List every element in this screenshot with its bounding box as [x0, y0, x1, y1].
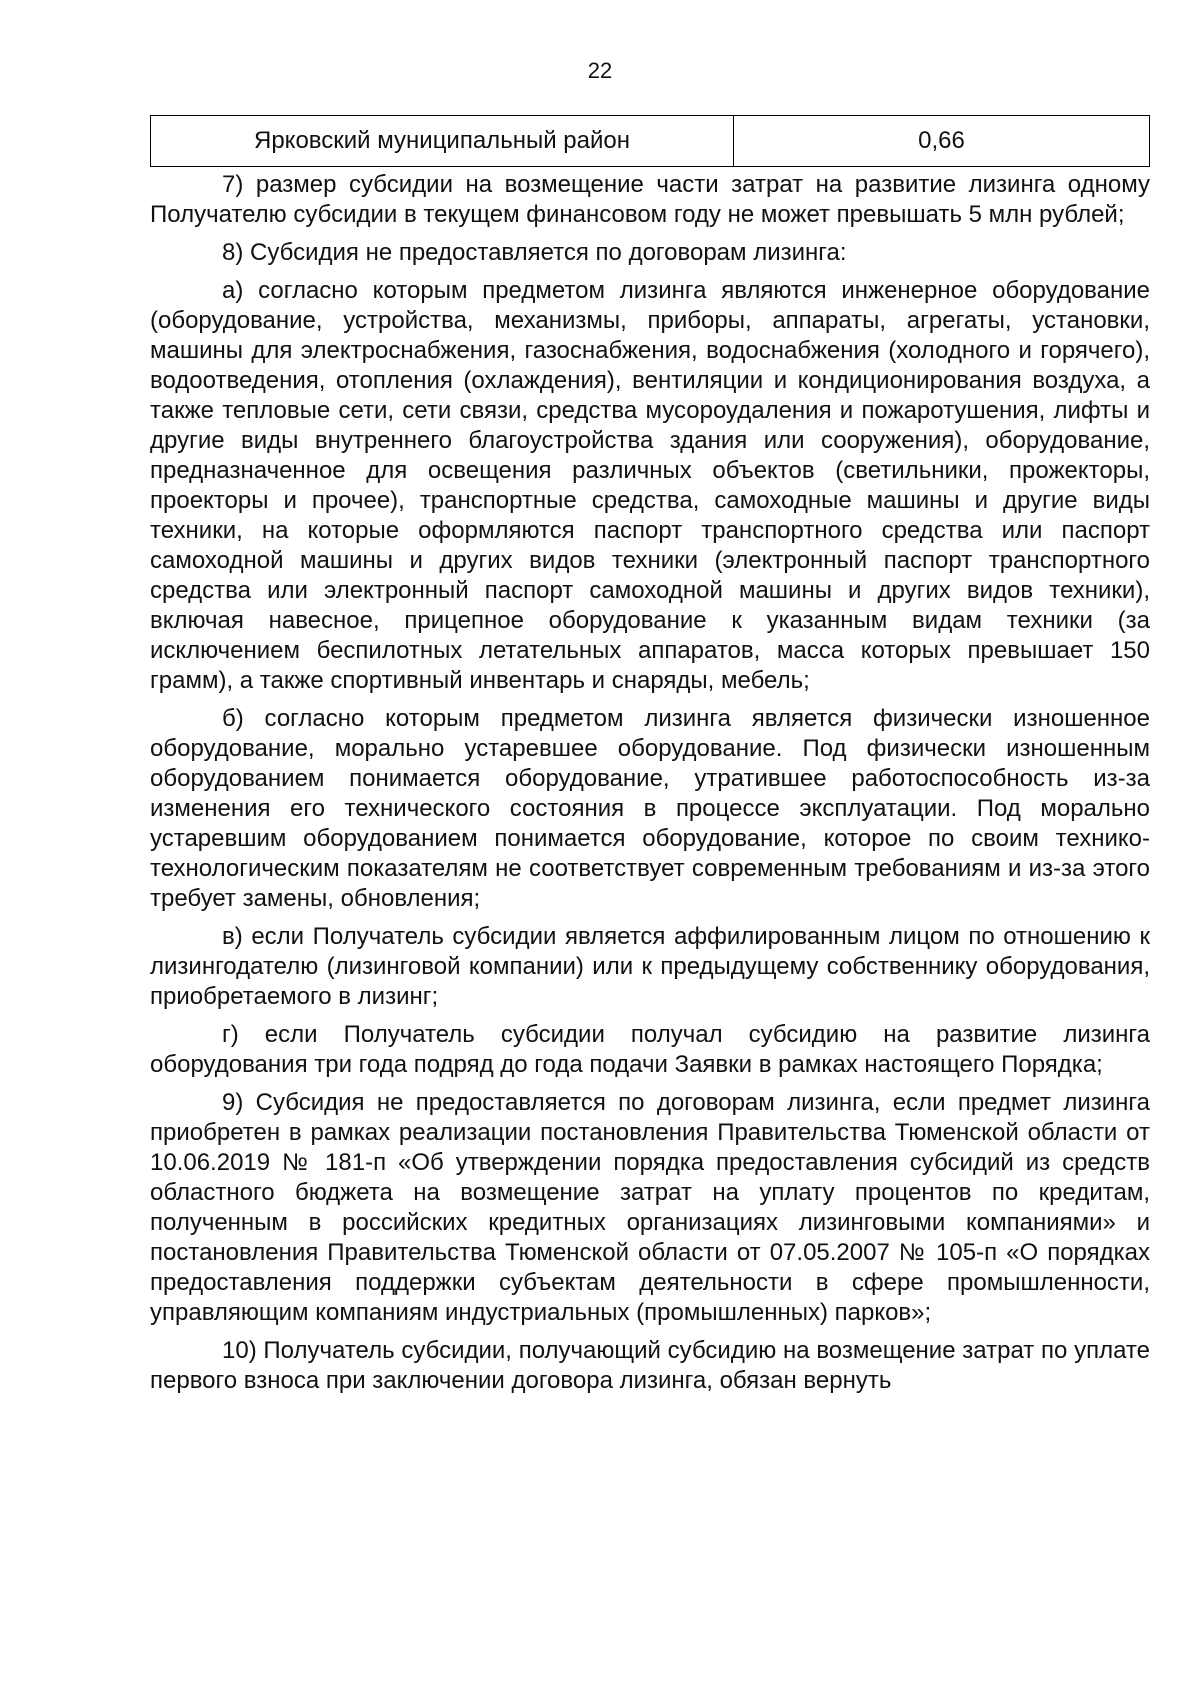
table-row [151, 116, 1150, 167]
paragraph-item-9: 9) Субсидия не предоставляется по договорам лизинга, если предмет лизинга приобретен в рамках реализации постановления Правительства Тюменской области от 10.06.2019 № 181-п «Об утверждении порядка предоставления субсидий из средств областного бюджета на возмещение затрат на уплату процентов по кредитам, полученным в российских кредитных организациях лизинговыми компаниями» и постановления Правительства Тюменской области от 07.05.2007 № 105-п «О порядках предоставления поддержки субъектам деятельности в сфере промышленности, управляющим компаниям индустриальных (промышленных) парков»; [150, 1089, 1150, 1326]
document-body [150, 170, 1150, 1404]
coefficient-value-cell: 0,66 [734, 116, 1150, 167]
paragraph-item-8: 8) Субсидия не предоставляется по договорам лизинга: [222, 239, 847, 266]
paragraph-item-8g: г) если Получатель субсидии получал субсидию на развитие лизинга оборудования три года подряд до года подачи Заявки в рамках настоящего Порядка; [150, 1021, 1150, 1078]
district-name-cell: Ярковский муниципальный район [151, 116, 734, 167]
page-number: 22 [587, 58, 613, 83]
paragraph-item-8v: в) если Получатель субсидии является аффилированным лицом по отношению к лизингодателю (лизинговой компании) или к предыдущему собственнику оборудования, приобретаемого в лизинг; [150, 923, 1150, 1010]
district-coefficient-table [150, 115, 1150, 167]
paragraph-item-10: 10) Получатель субсидии, получающий субсидию на возмещение затрат по уплате первого взноса при заключении договора лизинга, обязан вернуть [150, 1337, 1150, 1394]
paragraph-item-8b: б) согласно которым предметом лизинга является физически изношенное оборудование, морально устаревшее оборудование. Под физически изношенным оборудованием понимается оборудование, утратившее работоспособность из-за изменения его технического состояния в процессе эксплуатации. Под морально устаревшим оборудованием понимается оборудование, которое по своим технико-технологическим показателям не соответствует современным требованиям и из-за этого требует замены, обновления; [150, 705, 1150, 912]
paragraph-item-8a: а) согласно которым предметом лизинга являются инженерное оборудование (оборудование, устройства, механизмы, приборы, аппараты, агрегаты, установки, машины для электроснабжения, газоснабжения, водоснабжения (холодного и горячего), водоотведения, отопления (охлаждения), вентиляции и кондиционирования воздуха, а также тепловые сети, сети связи, средства мусороудаления и пожаротушения, лифты и другие виды внутреннего благоустройства здания или сооружения), оборудование, предназначенное для освещения различных объектов (светильники, прожекторы, проекторы и прочее), транспортные средства, самоходные машины и другие виды техники, на которые оформляются паспорт транспортного средства или паспорт самоходной машины и других видов техники (электронный паспорт транспортного средства или электронный паспорт самоходной машины и других видов техники), включая навесное, прицепное оборудование к указанным видам техники (за исключением беспилотных летательных аппаратов, масса которых превышает 150 грамм), а также спортивный инвентарь и снаряды, мебель; [150, 277, 1150, 694]
paragraph-item-7: 7) размер субсидии на возмещение части затрат на развитие лизинга одному Получателю субсидии в текущем финансовом году не может превышать 5 млн рублей; [150, 171, 1150, 228]
